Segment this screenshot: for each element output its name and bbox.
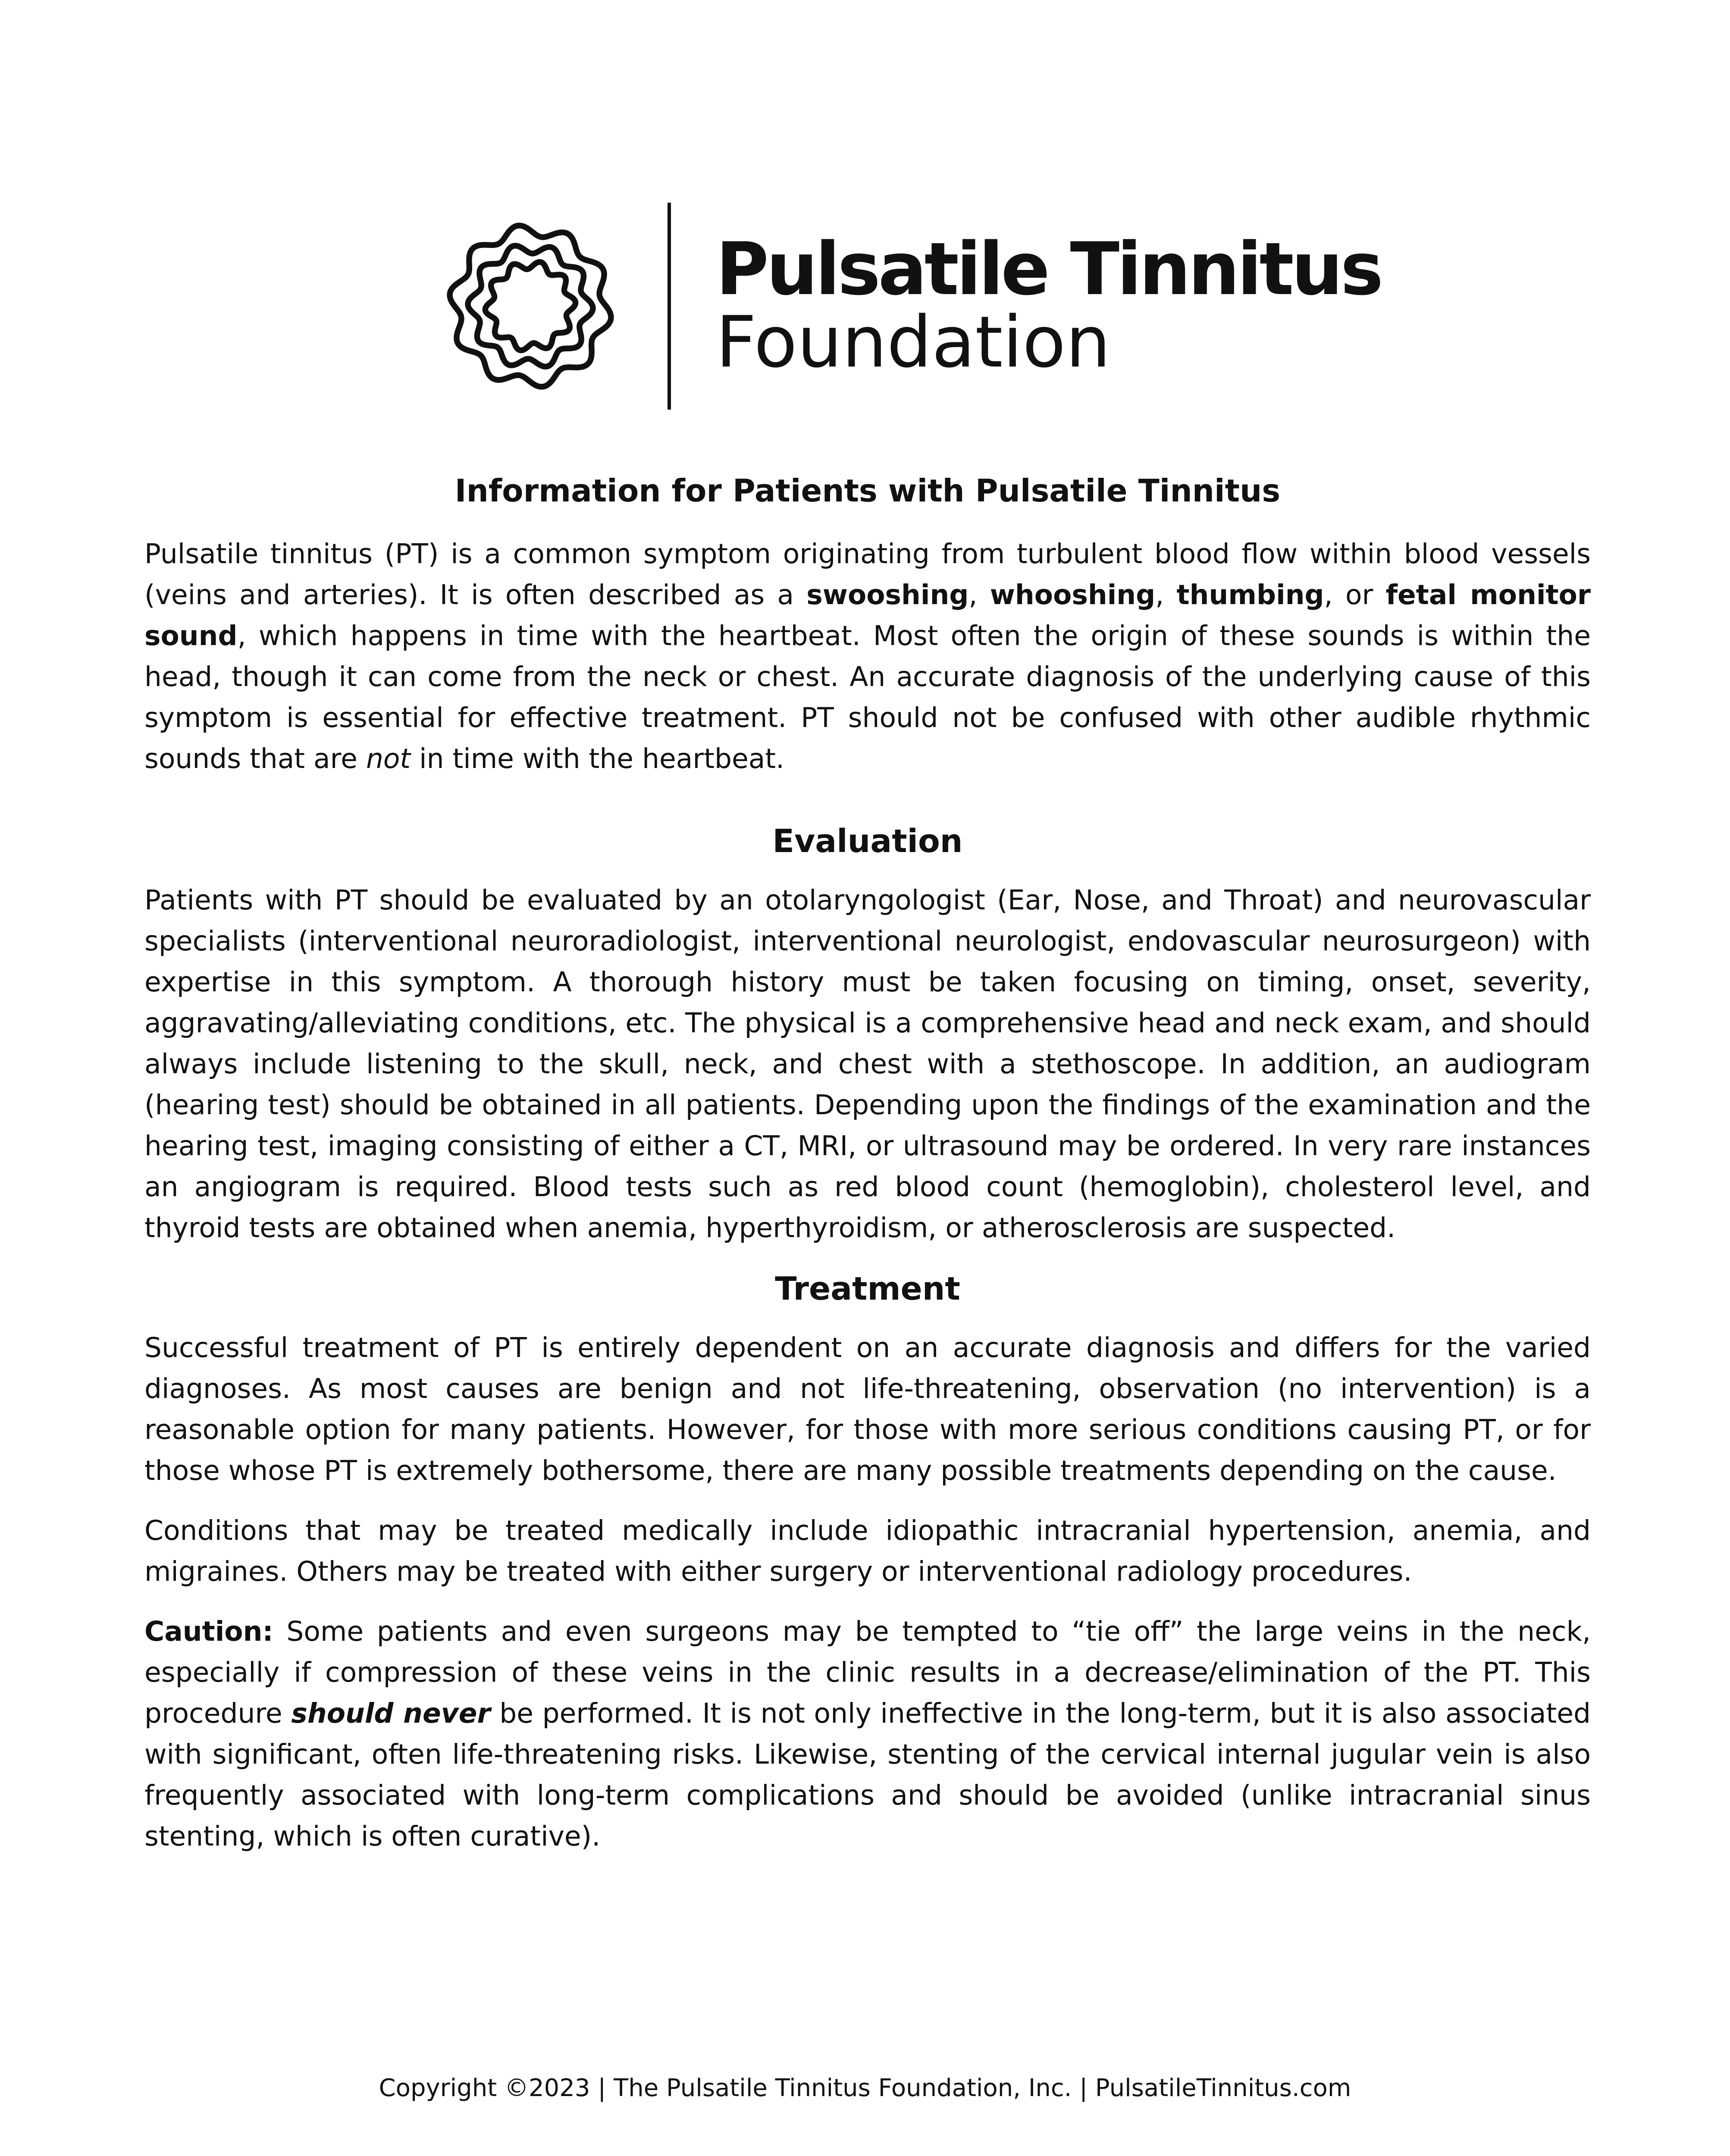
intro-text-d: in time with the heartbeat. xyxy=(411,743,785,775)
section-heading-treatment: Treatment xyxy=(775,1270,960,1308)
logo-divider xyxy=(668,203,671,410)
intro-text-c: , which happens in time with the heartbeat. Most often the origin of these sounds is within the head, though it can come from the neck or chest. An accurate diagnosis of the underlying cause of this symptom is essential for effective treatment. PT should not be confused with other audible rhythmic sounds that are xyxy=(144,620,1591,775)
footer-copyright: Copyright ©2023 | The Pulsatile Tinnitus Foundation, Inc. | PulsatileTinnitus.com xyxy=(379,2074,1351,2102)
page-title: Information for Patients with Pulsatile Tinnitus xyxy=(454,473,1281,509)
intro-sep-3: , or xyxy=(1324,579,1386,611)
concentric-wavy-rings-icon xyxy=(440,216,621,397)
intro-text-a: Pulsatile tinnitus (PT) is a common symptom originating from turbulent blood flow within blood vessels (veins and arteries). It is often described as a xyxy=(144,538,1591,611)
caution-label: Caution: xyxy=(144,1615,273,1647)
logo-name-line1: Pulsatile Tinnitus xyxy=(716,227,1381,311)
intro-sep-1: , xyxy=(968,579,990,611)
treatment-paragraph-2: Conditions that may be treated medically include idiopathic intracranial hypertension, anemia, and migraines. Others may be treated with either surgery or interventional radiology procedures. xyxy=(144,1514,1591,1587)
intro-bold-swooshing: swooshing xyxy=(806,579,969,611)
caution-emphasis: should never xyxy=(291,1697,491,1729)
document-body xyxy=(144,472,1591,1857)
intro-sep-2: , xyxy=(1155,579,1177,611)
logo-name-line2: Foundation xyxy=(716,301,1111,383)
section-heading-evaluation: Evaluation xyxy=(772,823,963,860)
treatment-paragraph-1: Successful treatment of PT is entirely dependent on an accurate diagnosis and differs for the varied diagnoses. As most causes are benign and not life-threatening, observation (no intervention) is a reasonable option for many patients. However, for those with more serious conditions causing PT, or for those whose PT is extremely bothersome, there are many possible treatments depending on the cause. xyxy=(144,1332,1591,1486)
intro-bold-fetal-monitor: fetal monitor sound xyxy=(144,579,1591,652)
intro-paragraph xyxy=(144,533,1591,779)
header-logo xyxy=(440,198,1381,414)
caution-text-b: be performed. It is not only ineffective in the long-term, but it is also associated with significant, often life-threatening risks. Likewise, stenting of the cervical internal jugular vein is also frequently associated with long-term complications and should be avoided (unlike intracranial sinus stenting, which is often curative). xyxy=(144,1697,1591,1852)
intro-bold-whooshing: whooshing xyxy=(990,579,1156,611)
evaluation-paragraph: Patients with PT should be evaluated by an otolaryngologist (Ear, Nose, and Throat) and neurovascular specialists (interventional neuroradiologist, interventional neurologist, endovascular neurosurgeon) with expertise in this symptom. A thorough history must be taken focusing on timing, onset, severity, aggravating/alleviating conditions, etc. The physical is a comprehensive head and neck exam, and should always include listening to the skull, neck, and chest with a stethoscope. In addition, an audiogram (hearing test) should be obtained in all patients. Depending upon the findings of the examination and the hearing test, imaging consisting of either a CT, MRI, or ultrasound may be ordered. In very rare instances an angiogram is required. Blood tests such as red blood count (hemoglobin), cholesterol level, and thyroid tests are obtained when anemia, hyperthyroidism, or atherosclerosis are suspected. xyxy=(144,884,1591,1244)
intro-bold-thumbing: thumbing xyxy=(1176,579,1324,611)
caution-paragraph xyxy=(144,1611,1591,1857)
caution-text-a: Some patients and even surgeons may be tempted to “tie off” the large veins in the neck, especially if compression of these veins in the clinic results in a decrease/elimination of the PT. This procedure xyxy=(144,1615,1591,1729)
intro-italic-not: not xyxy=(366,743,411,775)
logo-wordmark xyxy=(716,227,1381,383)
